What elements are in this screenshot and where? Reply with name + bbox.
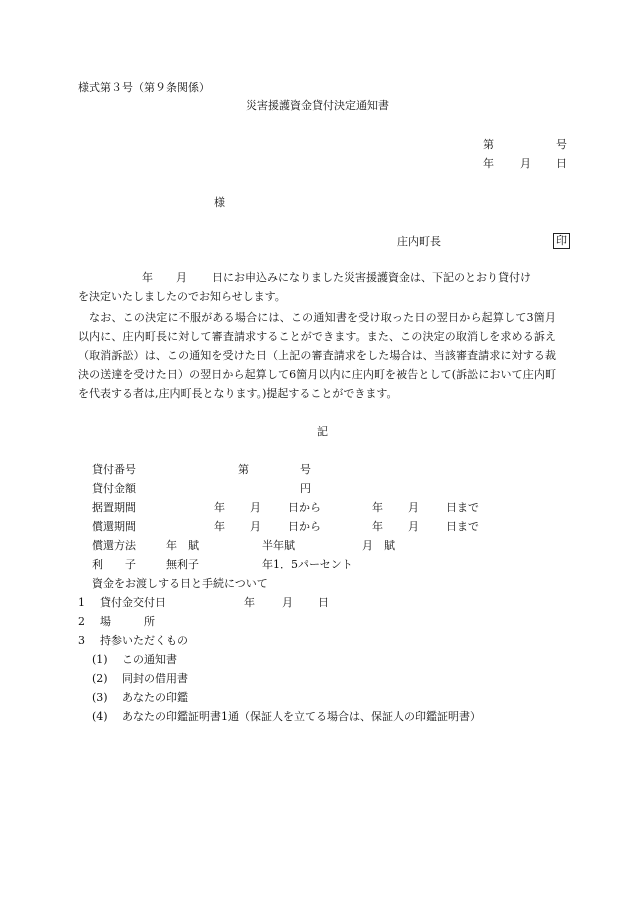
interest-rate: 年1．5パーセント: [262, 558, 353, 571]
item3-label: 持参いただくもの: [100, 634, 188, 647]
sub-item-2-text: 同封の借用書: [122, 672, 188, 685]
deferment-from-year: 年: [214, 501, 225, 514]
sub-item-4-number: (4): [92, 710, 108, 723]
sub-item-1-number: (1): [92, 653, 108, 666]
repayment-to-day: 日まで: [446, 520, 479, 533]
interest-free: 無利子: [166, 558, 199, 571]
ref-date-year: 年: [483, 157, 494, 170]
item1-month: 月: [282, 596, 293, 609]
seal-mark: 印: [553, 233, 570, 249]
addressee-honorific: 様: [214, 196, 225, 209]
loan-number-prefix: 第: [238, 463, 249, 476]
item2-label: 場 所: [100, 615, 155, 628]
loan-number-suffix: 号: [300, 463, 311, 476]
item1-label: 貸付金交付日: [100, 596, 166, 609]
loan-number-label: 貸付番号: [92, 463, 136, 476]
method-monthly: 月 賦: [362, 539, 395, 552]
sub-item-2-number: (2): [92, 672, 108, 685]
item1-day: 日: [318, 596, 329, 609]
procedure-heading: 資金をお渡しする日と手続について: [92, 577, 268, 590]
deferment-label: 据置期間: [92, 501, 136, 514]
loan-amount-unit: 円: [300, 482, 311, 495]
sub-item-1-text: この通知書: [122, 653, 177, 666]
sub-item-4-text: あなたの印鑑証明書1通（保証人を立てる場合は、保証人の印鑑証明書）: [122, 710, 481, 723]
body-line2: を決定いたしましたのでお知らせします。: [78, 290, 286, 303]
deferment-to-year: 年: [372, 501, 383, 514]
method-annual: 年 賦: [166, 539, 199, 552]
body-line1: 日にお申込みになりました災害援護資金は、下記のとおり貸付け: [212, 271, 531, 284]
deferment-from-day: 日から: [288, 501, 321, 514]
form-number: 様式第３号（第９条関係）: [78, 81, 210, 94]
interest-label: 利 子: [92, 558, 136, 571]
repayment-to-month: 月: [408, 520, 419, 533]
ki-heading: 記: [317, 425, 328, 438]
sub-item-3-text: あなたの印鑑: [122, 691, 188, 704]
item1-number: 1: [78, 596, 85, 609]
method-label: 償還方法: [92, 539, 136, 552]
repayment-from-day: 日から: [288, 520, 321, 533]
deferment-to-month: 月: [408, 501, 419, 514]
method-semiannual: 半年賦: [262, 539, 295, 552]
ref-date-month: 月: [520, 157, 531, 170]
deferment-from-month: 月: [250, 501, 261, 514]
item2-number: 2: [78, 615, 85, 628]
ref-number-suffix: 号: [556, 138, 567, 151]
body-month: 月: [176, 271, 187, 284]
item1-year: 年: [244, 596, 255, 609]
repayment-from-year: 年: [214, 520, 225, 533]
sub-item-3-number: (3): [92, 691, 108, 704]
deferment-to-day: 日まで: [446, 501, 479, 514]
repayment-to-year: 年: [372, 520, 383, 533]
document-title: 災害援護資金貸付決定通知書: [246, 99, 389, 112]
loan-amount-label: 貸付金額: [92, 482, 136, 495]
appeal-paragraph: なお、この決定に不服がある場合には、この通知書を受け取った日の翌日から起算して3箇月以内に、庄内町長に対して審査請求することができます。また、この決定の取消しを求める訴え（取消訴訟）は、この通知を受けた日（上記の審査請求をした場合は、当該審査請求に対する裁決の送達を受けた日）の翌日から起算して6箇月以内に庄内町を被告として(訴訟において庄内町を代表する者は,庄内町長となります。)提起することができます。: [78, 311, 556, 400]
ref-number-prefix: 第: [483, 138, 494, 151]
item3-number: 3: [78, 634, 85, 647]
ref-date-day: 日: [556, 157, 567, 170]
issuer-name: 庄内町長: [397, 235, 441, 248]
repayment-label: 償還期間: [92, 520, 136, 533]
repayment-from-month: 月: [250, 520, 261, 533]
body-year: 年: [142, 271, 153, 284]
